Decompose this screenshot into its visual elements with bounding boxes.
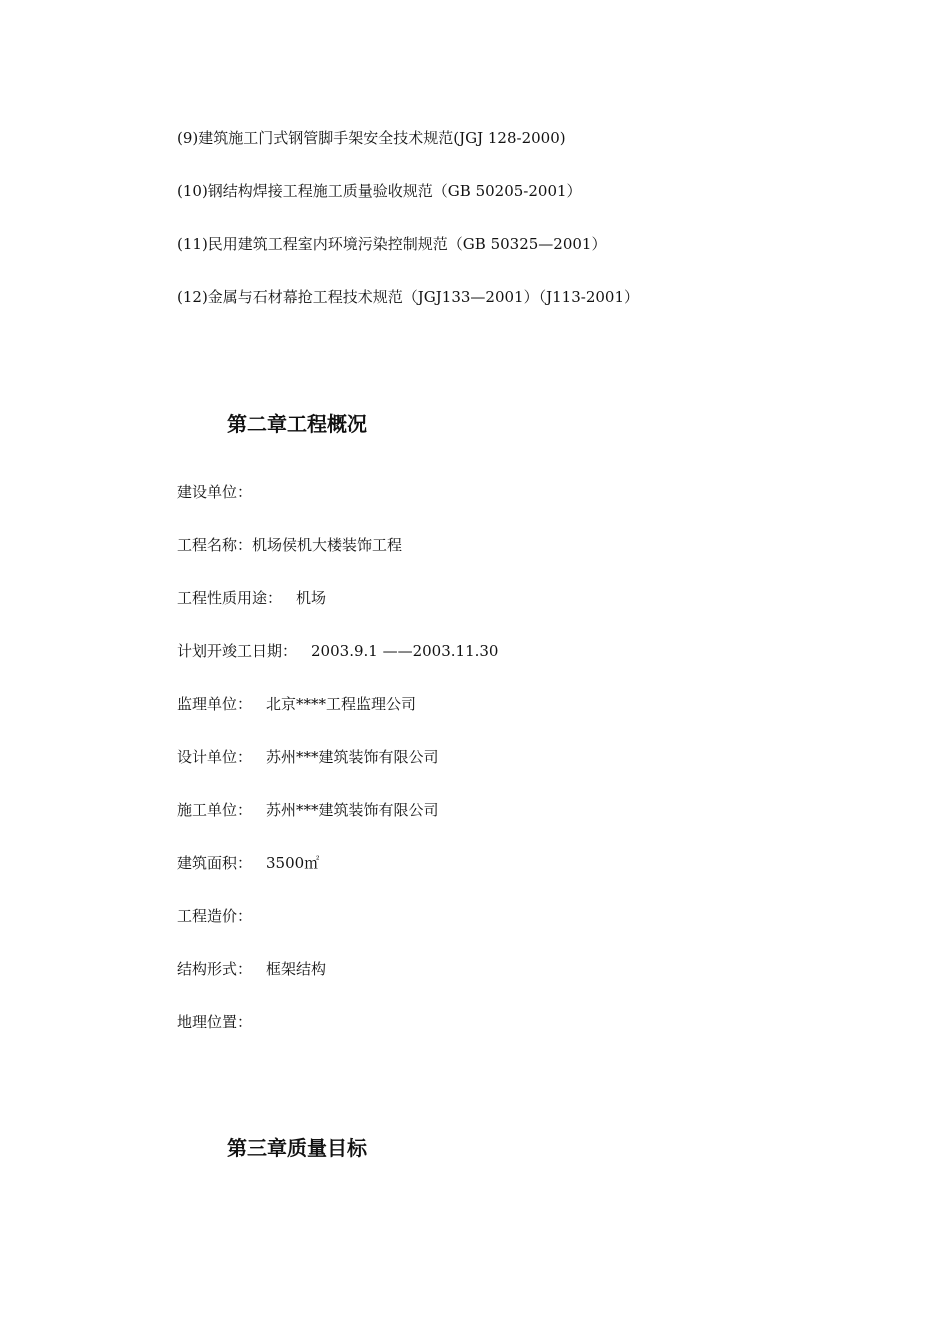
field-label: 计划开竣工日期： (177, 642, 298, 660)
field-project-cost (177, 906, 252, 926)
chapter-2-title: 第二章工程概况 (227, 412, 367, 436)
field-location (177, 1012, 252, 1032)
field-label: 建筑面积： (177, 854, 253, 872)
field-supervision-unit (177, 694, 416, 714)
field-value: 苏州***建筑装饰有限公司 (266, 748, 439, 766)
field-design-unit (177, 747, 439, 767)
field-label: 设计单位： (177, 748, 253, 766)
field-value: 苏州***建筑装饰有限公司 (266, 801, 439, 819)
field-label: 工程名称： (177, 536, 253, 554)
field-label: 施工单位： (177, 801, 253, 819)
field-label: 建设单位： (177, 483, 253, 501)
field-value: 2003.9.1 ——2003.11.30 (311, 642, 499, 660)
standard-item-12: (12)金属与石材幕抢工程技术规范（JGJ133—2001）（J113-2001） (177, 288, 639, 306)
field-project-usage (177, 588, 326, 608)
field-label: 结构形式： (177, 960, 253, 978)
field-project-name (177, 535, 402, 555)
field-label: 监理单位： (177, 695, 253, 713)
field-schedule (177, 641, 498, 661)
field-label: 工程造价： (177, 907, 253, 925)
standard-item-9: (9)建筑施工门式钢管脚手架安全技术规范(JGJ 128-2000) (177, 129, 566, 147)
field-value: 3500㎡ (266, 854, 320, 872)
field-structure-type (177, 959, 326, 979)
standard-item-11: (11)民用建筑工程室内环境污染控制规范（GB 50325—2001） (177, 235, 607, 253)
field-construction-unit (177, 482, 252, 502)
standard-item-10: (10)钢结构焊接工程施工质量验收规范（GB 50205-2001） (177, 182, 582, 200)
field-value: 北京****工程监理公司 (266, 695, 417, 713)
field-label: 工程性质用途： (177, 589, 283, 607)
field-value: 框架结构 (266, 960, 327, 978)
field-value: 机场 (296, 589, 327, 607)
field-floor-area (177, 853, 319, 873)
field-value: 机场侯机大楼装饰工程 (252, 536, 403, 554)
field-label: 地理位置： (177, 1013, 253, 1031)
chapter-3-title: 第三章质量目标 (227, 1136, 367, 1160)
field-contractor-unit (177, 800, 439, 820)
